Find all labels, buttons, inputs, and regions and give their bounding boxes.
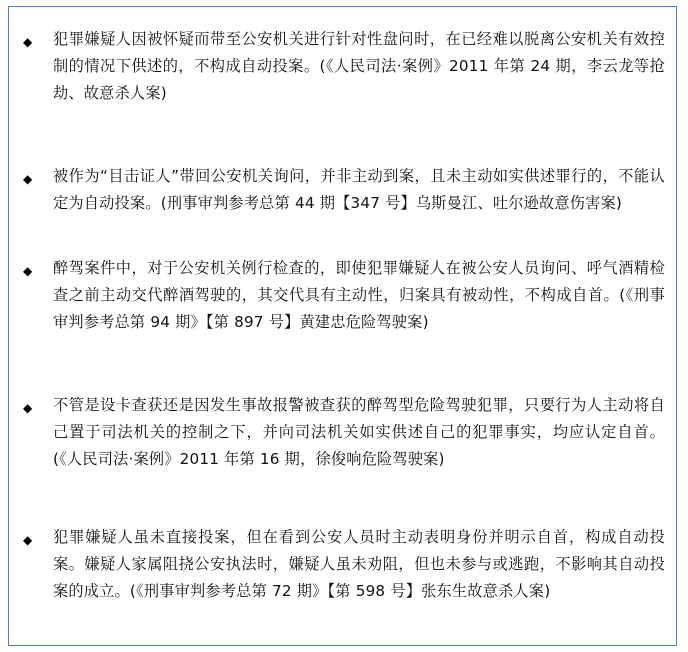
diamond-bullet-icon: ◆ xyxy=(23,35,33,49)
list-item-text: 被作为“目击证人”带回公安机关询问，并非主动到案，且未主动如实供述罪行的，不能认定为自动投案。(刑事审判参考总第 44 期【347 号】乌斯曼江、吐尔逊故意伤害案) xyxy=(53,167,665,212)
list-item-text: 醉驾案件中，对于公安机关例行检查的，即使犯罪嫌疑人在被公安人员询问、呼气酒精检查之前主动交代醉酒驾驶的，其交代具有主动性，归案具有被动性，不构成自首。(《刑事审判参考总第 94 期》【第 897 号】黄建忠危险驾驶案) xyxy=(53,259,665,331)
diamond-bullet-icon: ◆ xyxy=(23,401,33,415)
list-item-text: 犯罪嫌疑人因被怀疑而带至公安机关进行针对性盘问时，在已经难以脱离公安机关有效控制的情况下供述的，不构成自动投案。(《人民司法·案例》2011 年第 24 期，李云龙等抢劫、故意杀人案) xyxy=(53,30,665,102)
list-item-text: 犯罪嫌疑人虽未直接投案，但在看到公安人员时主动表明身份并明示自首，构成自动投案。嫌疑人家属阻挠公安执法时，嫌疑人虽未劝阻，但也未参与或逃跑，不影响其自动投案的成立。(《刑事审判参考总第 72 期》【第 598 号】张东生故意杀人案) xyxy=(53,528,665,600)
diamond-bullet-icon: ◆ xyxy=(23,533,33,547)
list-item-text: 不管是设卡查获还是因发生事故报警被查获的醉驾型危险驾驶犯罪，只要行为人主动将自己置于司法机关的控制之下，并向司法机关如实供述自己的犯罪事实，均应认定自首。(《人民司法·案例》2011 年第 16 期，徐俊响危险驾驶案) xyxy=(53,396,665,468)
diamond-bullet-icon: ◆ xyxy=(23,172,33,186)
case-list-box xyxy=(8,6,677,646)
diamond-bullet-icon: ◆ xyxy=(23,264,33,278)
